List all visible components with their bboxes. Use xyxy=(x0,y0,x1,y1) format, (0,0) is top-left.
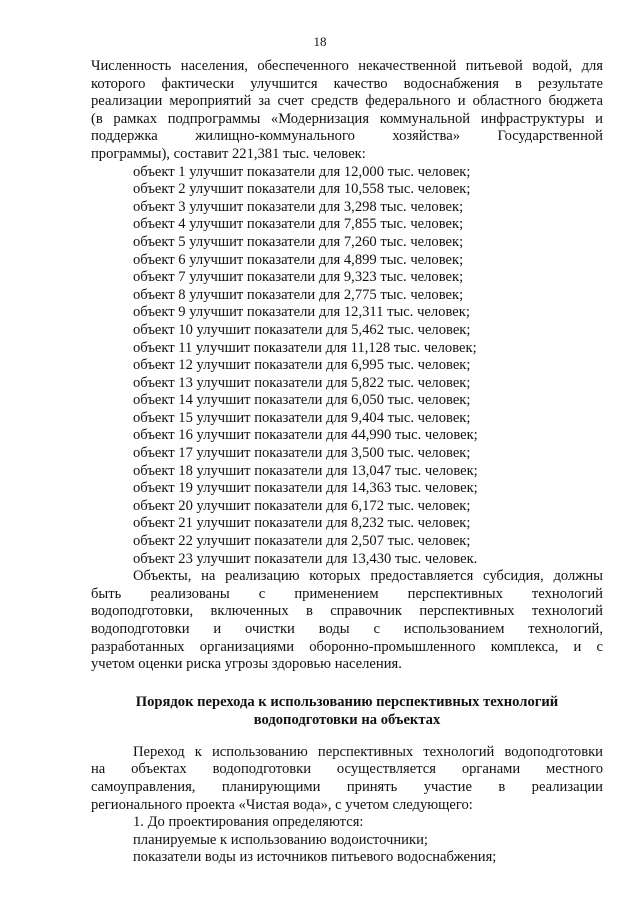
objects-list xyxy=(91,164,603,569)
object-item: объект 21 улучшит показатели для 8,232 тыс. человек; xyxy=(133,515,471,532)
page-number: 18 xyxy=(313,34,327,49)
subsidy-line: разработанных организациями оборонно-промышленного комплекса, и с xyxy=(91,638,603,655)
section-heading xyxy=(91,693,603,729)
transition-line: регионального проекта «Чистая вода», с учетом следующего: xyxy=(91,796,473,813)
subsidy-line: Объекты, на реализацию которых предоставляется субсидия, должны xyxy=(133,568,603,585)
object-item: объект 1 улучшит показатели для 12,000 тыс. человек; xyxy=(133,163,471,180)
object-item: объект 12 улучшит показатели для 6,995 тыс. человек; xyxy=(133,357,471,374)
subsidy-line: быть реализованы с применением перспективных технологий xyxy=(91,585,603,602)
document-body xyxy=(91,58,603,867)
intro-line: Численность населения, обеспеченного некачественной питьевой водой, для xyxy=(91,58,603,74)
object-item: объект 7 улучшит показатели для 9,323 тыс. человек; xyxy=(133,269,464,286)
object-item: объект 15 улучшит показатели для 9,404 тыс. человек; xyxy=(133,409,471,426)
design-list xyxy=(91,814,603,867)
object-item: объект 22 улучшит показатели для 2,507 тыс. человек; xyxy=(133,533,471,550)
list-item: показатели воды из источников питьевого водоснабжения; xyxy=(133,849,497,866)
list-item: 1. До проектирования определяются: xyxy=(133,814,364,831)
subsidy-line: водоподготовки, включенных в справочник перспективных технологий xyxy=(91,603,603,620)
subsidy-line: водоподготовки и очистки воды с использованием технологий, xyxy=(91,621,603,637)
object-item: объект 2 улучшит показатели для 10,558 тыс. человек; xyxy=(133,181,471,198)
object-item: объект 23 улучшит показатели для 13,430 тыс. человек. xyxy=(133,550,478,567)
transition-line: Переход к использованию перспективных технологий водоподготовки xyxy=(133,743,603,760)
object-item: объект 6 улучшит показатели для 4,899 тыс. человек; xyxy=(133,251,464,268)
heading-line: Порядок перехода к использованию перспективных технологий xyxy=(135,693,559,710)
intro-line: которого фактически улучшится качество водоснабжения в результате xyxy=(91,75,603,92)
intro-line: реализации мероприятий за счет средств федерального и областного бюджета xyxy=(91,93,603,110)
object-item: объект 8 улучшит показатели для 2,775 тыс. человек; xyxy=(133,286,464,303)
object-item: объект 20 улучшит показатели для 6,172 тыс. человек; xyxy=(133,497,471,514)
object-item: объект 10 улучшит показатели для 5,462 тыс. человек; xyxy=(133,321,471,338)
transition-line: самоуправления, планирующими принять участие в реализации xyxy=(91,778,603,795)
heading-line: водоподготовки на объектах xyxy=(253,711,441,728)
subsidy-line: учетом оценки риска угрозы здоровью населения. xyxy=(91,656,402,673)
object-item: объект 13 улучшит показатели для 5,822 тыс. человек; xyxy=(133,374,471,391)
intro-paragraph xyxy=(91,58,603,164)
subsidy-paragraph xyxy=(91,568,603,674)
intro-line: программы), составит 221,381 тыс. человек: xyxy=(91,145,366,162)
object-item: объект 17 улучшит показатели для 3,500 тыс. человек; xyxy=(133,445,471,462)
object-item: объект 5 улучшит показатели для 7,260 тыс. человек; xyxy=(133,233,464,250)
object-item: объект 14 улучшит показатели для 6,050 тыс. человек; xyxy=(133,392,471,409)
object-item: объект 4 улучшит показатели для 7,855 тыс. человек; xyxy=(133,216,464,233)
transition-line: на объектах водоподготовки осуществляется органами местного xyxy=(91,761,603,778)
intro-line: (в рамках подпрограммы «Модернизация коммунальной инфраструктуры и xyxy=(91,110,603,127)
intro-line: поддержка жилищно-коммунального хозяйства» Государственной xyxy=(91,128,603,145)
list-item: планируемые к использованию водоисточники; xyxy=(133,831,428,848)
object-item: объект 11 улучшит показатели для 11,128 тыс. человек; xyxy=(133,339,477,356)
object-item: объект 9 улучшит показатели для 12,311 тыс. человек; xyxy=(133,304,470,321)
object-item: объект 16 улучшит показатели для 44,990 тыс. человек; xyxy=(133,427,478,444)
object-item: объект 19 улучшит показатели для 14,363 тыс. человек; xyxy=(133,480,478,497)
object-item: объект 18 улучшит показатели для 13,047 тыс. человек; xyxy=(133,462,478,479)
transition-paragraph xyxy=(91,744,603,814)
object-item: объект 3 улучшит показатели для 3,298 тыс. человек; xyxy=(133,198,464,215)
